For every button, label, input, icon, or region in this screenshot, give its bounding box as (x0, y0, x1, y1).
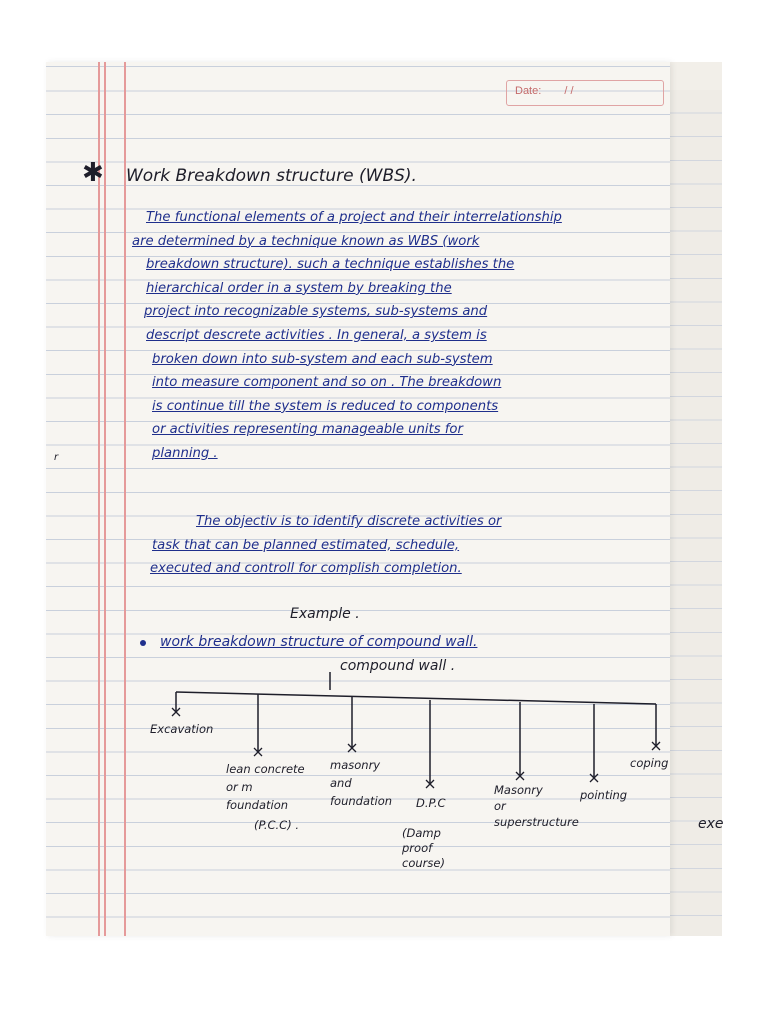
node-label-line: Excavation (150, 722, 214, 736)
node-coping (630, 756, 668, 770)
node-label-line: coping (630, 756, 669, 770)
paragraph-line: task that can be planned estimated, schedule, (152, 537, 460, 553)
paragraph-line: planning . (152, 446, 218, 461)
dpc-note (402, 826, 445, 871)
tree-root-label: compound wall . (340, 658, 456, 674)
node-label-line: pointing (580, 788, 628, 802)
node-excavation (150, 722, 213, 736)
star-mark: ✱ (82, 158, 104, 188)
paragraph-line: or activities representing manageable units for (152, 422, 463, 438)
paragraph-line: executed and controll for complish completion. (150, 561, 462, 577)
stray-mark: r (54, 452, 59, 463)
node-label-line: D.P.C (416, 796, 446, 810)
node-label-line: or (494, 799, 506, 813)
page-heading: Work Breakdown structure (WBS). (126, 166, 417, 186)
date-slashes: / / (564, 85, 574, 97)
node-label-line: superstructure (494, 815, 579, 829)
pcc-label: (P.C.C) . (254, 818, 300, 832)
paragraph-line: broken down into sub-system and each sub-system (152, 351, 493, 367)
node-label-line: or m (226, 780, 253, 794)
node-lean-concrete (226, 760, 305, 814)
node-label-line: foundation (226, 798, 289, 812)
example-title: Example . (290, 606, 360, 622)
paragraph-line: hierarchical order in a system by breaking the (146, 280, 452, 296)
bullet-text: work breakdown structure of compound wall. (160, 634, 478, 650)
node-label-line: foundation (330, 794, 393, 808)
paragraph-line: project into recognizable systems, sub-systems and (144, 304, 488, 320)
dpc-note-line: course) (402, 856, 445, 870)
node-label-line: lean concrete (226, 762, 305, 776)
right-edge-text: exe (698, 816, 724, 832)
node-pointing (580, 788, 627, 802)
tree-horizontal-bar (176, 692, 656, 704)
node-dpc (416, 796, 446, 810)
paragraph-line: The functional elements of a project and their interrelationship (146, 210, 562, 225)
date-label: Date: (515, 85, 542, 97)
dpc-note-line: proof (402, 841, 433, 855)
paragraph-line: are determined by a technique known as WBS (work (132, 233, 480, 249)
paragraph-line: is continue till the system is reduced to components (152, 398, 499, 414)
paragraph-line: descript descrete activities . In general, a system is (146, 328, 487, 343)
node-masonry-superstructure (494, 782, 579, 830)
paragraph-line: The objectiv is to identify discrete activities or (196, 514, 502, 529)
node-label-line: and (330, 776, 352, 790)
node-masonry-foundation (330, 756, 392, 810)
paragraph-line: into measure component and so on . The breakdown (152, 375, 502, 391)
node-label-line: Masonry (494, 783, 543, 797)
paragraph-line: breakdown structure). such a technique establishes the (146, 257, 515, 273)
node-label-line: masonry (330, 758, 381, 772)
dpc-note-line: (Damp (402, 826, 441, 840)
